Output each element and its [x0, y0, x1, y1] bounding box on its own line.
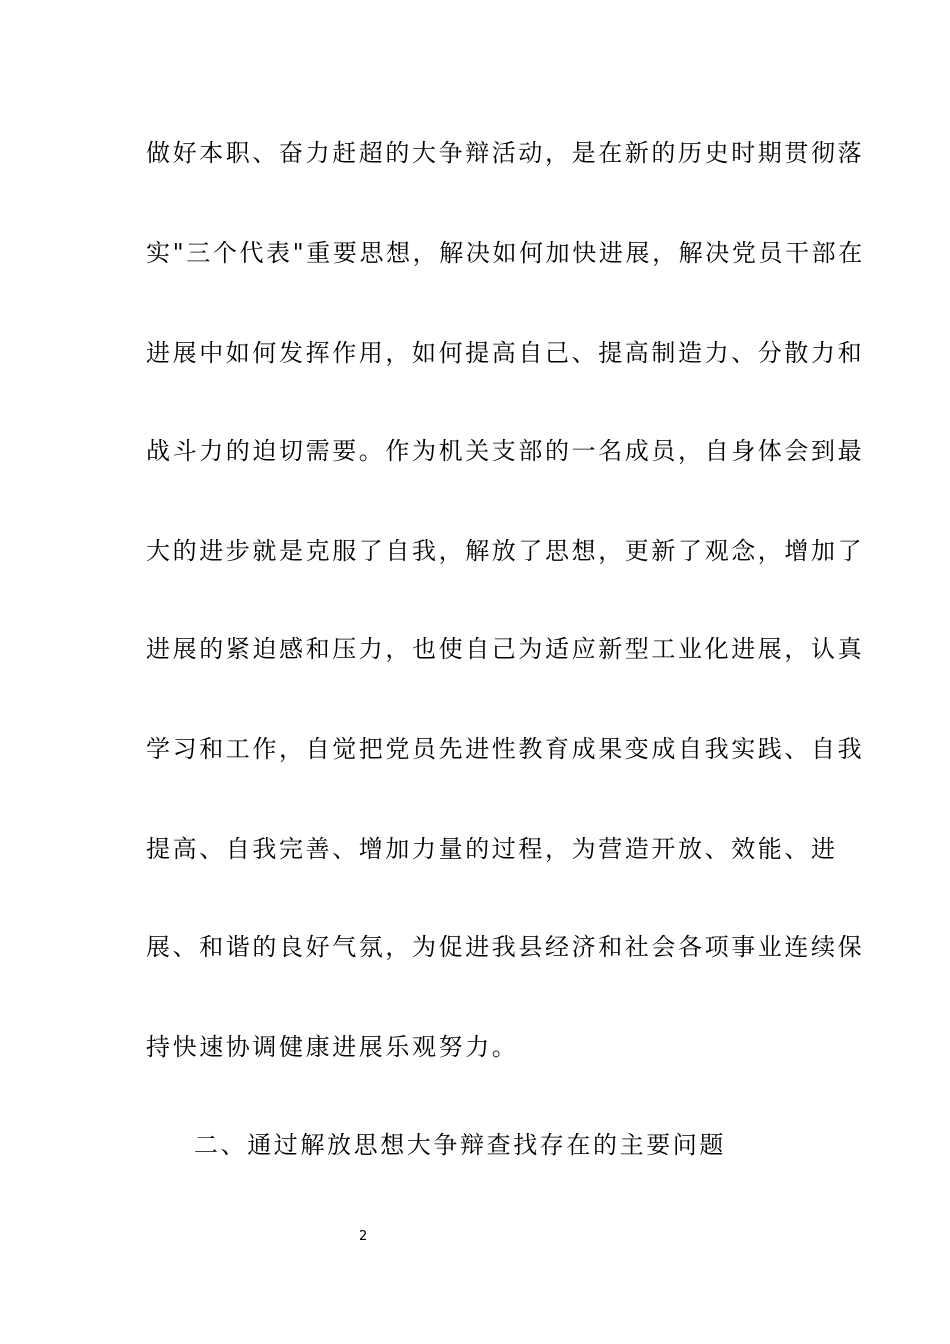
paragraph-line: 大的进步就是克服了自我，解放了思想，更新了观念，增加了 — [146, 537, 865, 565]
paragraph-line: 做好本职、奋力赶超的大争辩活动，是在新的历史时期贯彻落 — [146, 139, 865, 167]
paragraph-line: 进展的紧迫感和压力，也使自己为适应新型工业化进展，认真 — [146, 635, 865, 663]
section-heading: 二、通过解放思想大争辩查找存在的主要问题 — [194, 1131, 726, 1159]
page-number: 2 — [359, 1229, 368, 1244]
paragraph-line: 持快速协调健康进展乐观努力。 — [146, 1033, 519, 1061]
paragraph-line: 展、和谐的良好气氛，为促进我县经济和社会各项事业连续保 — [146, 933, 865, 961]
paragraph-line: 实"三个代表"重要思想，解决如何加快进展，解决党员干部在 — [146, 239, 865, 267]
paragraph-line: 战斗力的迫切需要。作为机关支部的一名成员，自身体会到最 — [146, 437, 865, 465]
paragraph-line: 进展中如何发挥作用，如何提高自己、提高制造力、分散力和 — [146, 339, 865, 367]
paragraph-line: 提高、自我完善、增加力量的过程，为营造开放、效能、进 — [146, 835, 838, 863]
paragraph-line: 学习和工作，自觉把党员先进性教育成果变成自我实践、自我 — [146, 735, 865, 763]
